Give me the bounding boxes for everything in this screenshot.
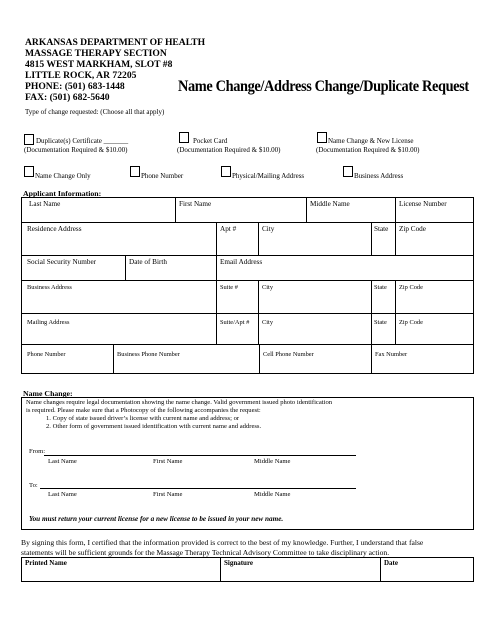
signature-field[interactable]: Signature bbox=[224, 559, 254, 567]
physical-mailing-address-label: Physical/Mailing Address bbox=[232, 172, 305, 180]
middle-name-field[interactable]: Middle Name bbox=[310, 200, 350, 208]
col-divider bbox=[216, 313, 217, 344]
to-middle-name-label: Middle Name bbox=[254, 491, 291, 498]
name-change-new-license-label: Name Change & New License bbox=[328, 137, 414, 145]
last-name-field[interactable]: Last Name bbox=[29, 200, 61, 208]
from-middle-name-label: Middle Name bbox=[254, 458, 291, 465]
col-divider bbox=[258, 313, 259, 344]
change-type-prompt: Type of change requested: (Choose all that apply) bbox=[25, 108, 165, 116]
col-divider bbox=[371, 344, 372, 374]
col-divider bbox=[220, 557, 221, 582]
printed-name-field[interactable]: Printed Name bbox=[25, 559, 67, 567]
license-number-field[interactable]: License Number bbox=[399, 200, 447, 208]
certification-line-2: statements will be sufficient grounds for the Massage Therapy Technical Advisory Committee to take disciplinary action. bbox=[21, 548, 390, 557]
ssn-field[interactable]: Social Security Number bbox=[27, 258, 97, 266]
col-divider bbox=[175, 197, 176, 222]
phone-number-label: Phone Number bbox=[141, 172, 184, 180]
physical-mailing-address-checkbox[interactable] bbox=[221, 166, 231, 177]
row-divider bbox=[21, 280, 474, 281]
col-divider bbox=[395, 313, 396, 344]
residence-city-field[interactable]: City bbox=[262, 225, 275, 233]
residence-address-field[interactable]: Residence Address bbox=[27, 225, 82, 233]
name-change-new-license-checkbox[interactable] bbox=[317, 132, 327, 143]
mailing-address-field[interactable]: Mailing Address bbox=[27, 319, 70, 326]
to-last-name-label: Last Name bbox=[48, 491, 77, 498]
mailing-state-field[interactable]: State bbox=[374, 319, 387, 326]
col-divider bbox=[306, 197, 307, 222]
phone-line: PHONE: (501) 683-1448 bbox=[25, 80, 125, 92]
from-last-name-label: Last Name bbox=[48, 458, 77, 465]
residence-apt-field[interactable]: Apt # bbox=[220, 225, 237, 233]
row-divider bbox=[21, 313, 474, 314]
fax-line: FAX: (501) 682-5640 bbox=[25, 91, 110, 103]
section-name: MASSAGE THERAPY SECTION bbox=[25, 47, 167, 59]
from-label: From: bbox=[29, 448, 46, 455]
row-divider bbox=[21, 222, 474, 223]
col-divider bbox=[380, 557, 381, 582]
first-name-field[interactable]: First Name bbox=[179, 200, 212, 208]
name-change-new-license-note: (Documentation Required & $10.00) bbox=[316, 146, 420, 154]
name-change-item-2: 2. Other form of government issued identification with current name and address. bbox=[46, 423, 262, 430]
name-change-photocopy-note: is required. Please make sure that a Photocopy of the following accompanies the request: bbox=[26, 407, 261, 414]
city-state-zip: LITTLE ROCK, AR 72205 bbox=[25, 69, 137, 81]
business-address-checkbox[interactable] bbox=[343, 166, 353, 177]
business-phone-field[interactable]: Business Phone Number bbox=[117, 351, 180, 358]
date-field[interactable]: Date bbox=[384, 559, 398, 567]
name-change-item-1: 1. Copy of state issued driver’s license with current name and address; or bbox=[46, 415, 240, 422]
pocket-card-note: (Documentation Required & $10.00) bbox=[177, 146, 281, 154]
col-divider bbox=[395, 280, 396, 313]
mailing-suite-apt-field[interactable]: Suite/Apt # bbox=[220, 319, 250, 326]
col-divider bbox=[395, 197, 396, 222]
phone-number-field[interactable]: Phone Number bbox=[27, 351, 66, 358]
business-zip-field[interactable]: Zip Code bbox=[399, 284, 423, 291]
date-of-birth-field[interactable]: Date of Birth bbox=[129, 258, 167, 266]
pocket-card-label: Pocket Card bbox=[193, 137, 228, 145]
business-suite-field[interactable]: Suite # bbox=[220, 284, 238, 291]
email-address-field[interactable]: Email Address bbox=[220, 258, 263, 266]
mailing-city-field[interactable]: City bbox=[262, 319, 274, 326]
phone-number-checkbox[interactable] bbox=[130, 166, 140, 177]
col-divider bbox=[258, 222, 259, 255]
residence-state-field[interactable]: State bbox=[374, 225, 389, 233]
applicant-info-heading: Applicant Information: bbox=[23, 189, 102, 198]
to-label: To: bbox=[29, 482, 38, 489]
col-divider bbox=[259, 344, 260, 374]
mailing-zip-field[interactable]: Zip Code bbox=[399, 319, 423, 326]
name-change-only-checkbox[interactable] bbox=[24, 166, 34, 177]
duplicate-certificate-label: Duplicate(s) Certificate _______ bbox=[36, 137, 129, 145]
col-divider bbox=[216, 255, 217, 280]
col-divider bbox=[371, 222, 372, 255]
col-divider bbox=[113, 344, 114, 374]
business-address-label: Business Address bbox=[354, 172, 404, 180]
pocket-card-checkbox[interactable] bbox=[179, 132, 189, 143]
col-divider bbox=[216, 280, 217, 313]
from-first-name-label: First Name bbox=[153, 458, 183, 465]
col-divider bbox=[125, 255, 126, 280]
business-state-field[interactable]: State bbox=[374, 284, 387, 291]
col-divider bbox=[371, 313, 372, 344]
col-divider bbox=[258, 280, 259, 313]
from-name-line[interactable] bbox=[44, 455, 356, 456]
residence-zip-field[interactable]: Zip Code bbox=[399, 225, 426, 233]
name-change-requirement: Name changes require legal documentation showing the name change. Valid government issued photo identification bbox=[26, 399, 333, 406]
row-divider bbox=[21, 344, 474, 345]
return-license-notice: You must return your current license for a new license to be issued in your new name. bbox=[29, 515, 284, 523]
col-divider bbox=[216, 222, 217, 255]
certification-line-1: By signing this form, I certified that the information provided is correct to the best of my knowledge. Further, I understand that false bbox=[21, 538, 424, 547]
duplicate-certificate-checkbox[interactable] bbox=[24, 134, 34, 145]
certification-statement bbox=[21, 538, 423, 558]
street-address: 4815 WEST MARKHAM, SLOT #8 bbox=[25, 58, 173, 70]
business-address-field[interactable]: Business Address bbox=[27, 284, 72, 291]
to-first-name-label: First Name bbox=[153, 491, 183, 498]
row-divider bbox=[21, 255, 474, 256]
duplicate-certificate-note: (Documentation Required & $10.00) bbox=[24, 146, 128, 154]
fax-number-field[interactable]: Fax Number bbox=[375, 351, 408, 358]
col-divider bbox=[371, 280, 372, 313]
name-change-heading: Name Change: bbox=[23, 389, 73, 398]
name-change-only-label: Name Change Only bbox=[35, 172, 91, 180]
business-city-field[interactable]: City bbox=[262, 284, 274, 291]
agency-name: ARKANSAS DEPARTMENT OF HEALTH bbox=[25, 37, 206, 48]
cell-phone-field[interactable]: Cell Phone Number bbox=[263, 351, 314, 358]
to-name-line[interactable] bbox=[40, 488, 356, 489]
form-title: Name Change/Address Change/Duplicate Request bbox=[178, 78, 469, 95]
col-divider bbox=[395, 222, 396, 255]
